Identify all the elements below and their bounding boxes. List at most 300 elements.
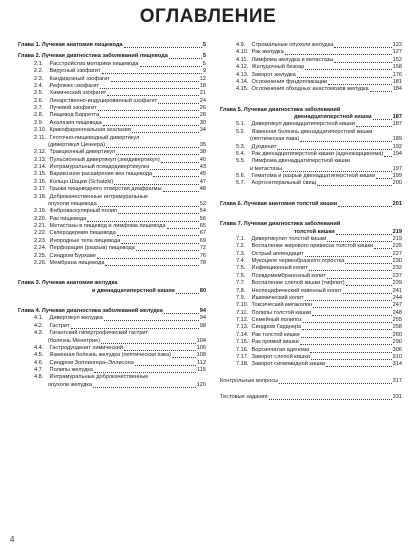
toc-chapter[interactable] — [18, 308, 206, 315]
toc-page-number: 112 — [197, 359, 206, 366]
toc-entry[interactable] — [220, 64, 402, 71]
toc-page-number: 34 — [199, 127, 206, 134]
toc-page-number: 248 — [392, 309, 402, 316]
toc-leader-dots — [283, 171, 392, 172]
toc-leader-dots — [376, 178, 392, 179]
toc-entry-title: 7.3. Острый аппендицит — [236, 250, 304, 257]
toc-leader-dots — [161, 162, 199, 163]
toc-entry[interactable] — [18, 330, 206, 337]
page-title: ОГЛАВЛЕНИЕ — [139, 6, 277, 27]
toc-entry[interactable] — [18, 367, 206, 374]
toc-entry[interactable] — [220, 72, 402, 79]
toc-page-number: 54 — [199, 208, 206, 215]
toc-entry[interactable] — [18, 179, 206, 186]
toc-page-number: 306 — [392, 346, 402, 353]
toc-entry-number: 5.2. — [236, 128, 246, 135]
toc-page-number: 98 — [199, 322, 206, 329]
toc-entry-number: 4.15. — [236, 86, 249, 93]
toc-entry[interactable] — [220, 57, 402, 64]
toc-entry[interactable] — [220, 258, 402, 265]
toc-entry[interactable] — [18, 120, 206, 127]
toc-entry-number: 5.7. — [236, 180, 246, 187]
toc-page-number: 45 — [199, 171, 206, 178]
toc-entry-title: 4.8. Интрамуральные доброкачественные — [34, 374, 149, 381]
toc-entry-title: 2.1. Расстройства моторики пищевода — [34, 60, 139, 67]
toc-entry-number: 7.17. — [236, 353, 249, 360]
toc-page-number: 199 — [392, 173, 402, 179]
toc-page-number: 43 — [199, 164, 206, 170]
toc-entry[interactable] — [18, 345, 206, 352]
toc-spacer — [18, 267, 206, 276]
toc-entry-title: 2.13. Пульсионный дивертикул (эпидивертикул) — [34, 156, 160, 163]
toc-entry-number: 4.3. — [34, 330, 44, 337]
toc-leader-dots — [327, 241, 391, 242]
toc-leader-dots — [97, 258, 199, 259]
toc-entry-title: 4.12. Желудочный безоар — [236, 64, 305, 71]
toc-entry-number: 2.8. — [34, 112, 44, 119]
toc-entry-title: 4.14. Осложнения фундопликации — [236, 78, 328, 85]
toc-entry[interactable] — [220, 361, 402, 368]
toc-entry-title: (болезнь Менетрие) — [48, 337, 101, 344]
toc-entry[interactable] — [220, 339, 402, 346]
toc-leader-dots — [150, 169, 198, 170]
toc-entry[interactable] — [18, 76, 206, 83]
toc-leader-dots — [277, 149, 391, 150]
toc-entry-number: 7.7. — [236, 280, 246, 287]
toc-page-number: 94 — [199, 308, 206, 314]
toc-entry-number: 2.11. — [34, 134, 47, 141]
toc-entry-title: Тестовые задания — [220, 394, 268, 400]
toc-leader-dots — [313, 307, 391, 308]
toc-entry-title: 2.14. Интрамуральный псевдодивертикулез — [34, 164, 150, 170]
toc-entry[interactable] — [18, 149, 206, 156]
toc-entry-number: 7.12. — [236, 317, 249, 323]
toc-page-number: 225 — [392, 243, 402, 250]
toc-entry[interactable] — [220, 42, 402, 49]
toc-chapter[interactable] — [18, 42, 206, 49]
toc-entry[interactable] — [220, 332, 402, 339]
toc-entry-number: 2.12. — [34, 149, 47, 156]
toc-entry-title: 4.13. Заворот желудка — [236, 71, 296, 78]
toc-entry-title: 2.21. Метастазы в пищевод и лимфома пищевода — [34, 223, 166, 229]
toc-entry-title: 2.22. Склеродермия пищевода — [34, 230, 116, 237]
toc-entry-number: 2.22. — [34, 230, 47, 237]
toc-leader-dots — [269, 399, 392, 400]
toc-leader-dots — [104, 320, 199, 321]
toc-entry[interactable] — [18, 164, 206, 171]
toc-entry-title: 4.10. Рак желудка — [236, 49, 284, 56]
toc-entry[interactable] — [220, 79, 402, 86]
toc-page-number: 158 — [392, 64, 402, 71]
toc-spacer — [220, 385, 402, 394]
toc-entry-title: 4.7. Полипы желудка — [34, 367, 94, 373]
toc-entry-title: 5.2. Язвенная болезнь двенадцатиперстной кишки — [236, 128, 373, 135]
toc-page-number: 237 — [392, 272, 402, 279]
toc-leader-dots — [105, 265, 198, 266]
toc-entry-number: 2.5. — [34, 90, 44, 97]
toc-entry-title: Глава 7. Лучевая диагностика заболеваний — [220, 221, 341, 228]
toc-entry-title: 2.18. Доброкачественные интрамуральные — [34, 193, 149, 200]
toc-entry-number: 4.6. — [34, 359, 44, 366]
toc-chapter[interactable] — [18, 53, 206, 60]
toc-entry[interactable] — [18, 216, 206, 223]
toc-page-number: 38 — [199, 149, 206, 156]
toc-page-number: 28 — [199, 112, 206, 119]
toc-entry-title: 4.6. Синдром Золлингера–Эллисона — [34, 359, 134, 366]
toc-leader-dots — [117, 235, 199, 236]
toc-entry-number: 4.1. — [34, 315, 44, 322]
toc-entry[interactable] — [18, 194, 206, 201]
toc-entry-title: и метастазы — [250, 165, 282, 172]
toc-entry[interactable] — [18, 230, 206, 237]
toc-page-number: 80 — [199, 287, 206, 294]
toc-entry[interactable] — [18, 245, 206, 252]
toc-leader-dots — [327, 278, 392, 279]
toc-entry-title: 7.2. Воспаление жирового привеска толстой кишки — [236, 243, 374, 250]
toc-leader-dots — [100, 88, 199, 89]
toc-leader-dots — [163, 191, 199, 192]
toc-entry-title: 2.16. Кольцо Шацки (Schatzki) — [34, 178, 114, 185]
toc-entry[interactable] — [220, 136, 402, 143]
toc-entry-title: 2.25. Синдром Бурхаве — [34, 252, 96, 259]
toc-entry[interactable] — [18, 238, 206, 245]
toc-page-number: 331 — [392, 394, 402, 400]
toc-entry-number: 2.4. — [34, 82, 44, 89]
toc-page-number: 290 — [392, 339, 402, 346]
toc-entry-title: 7.13. Синдром Гарднера — [236, 324, 302, 331]
toc-entry-number: 2.9. — [34, 119, 44, 126]
toc-chapter[interactable] — [220, 107, 402, 114]
toc-leader-dots — [310, 352, 391, 353]
toc-entry-title: 5.4. Рак двенадцатиперстной кишки (аденокарцинома) — [236, 150, 384, 157]
toc-entry[interactable] — [18, 208, 206, 215]
toc-entry[interactable] — [220, 243, 402, 250]
toc-leader-dots — [172, 357, 196, 358]
toc-entry-title: 2.2. Вирусный эзофагит — [34, 68, 101, 75]
toc-entry[interactable] — [220, 158, 402, 165]
toc-leader-dots — [136, 250, 199, 251]
toc-leader-dots — [334, 47, 391, 48]
toc-entry[interactable] — [18, 360, 206, 367]
toc-entry[interactable] — [220, 251, 402, 258]
toc-entry[interactable] — [18, 288, 206, 295]
toc-entry-number: 7.1. — [236, 235, 246, 242]
toc-entry-title: 2.19. Фиброваскулярный полип — [34, 208, 117, 215]
toc-page-number: 239 — [392, 280, 402, 287]
toc-entry-number: 2.23. — [34, 237, 47, 244]
toc-entry-title: и двенадцатиперстной кишки — [92, 287, 175, 294]
toc-leader-dots — [309, 270, 392, 271]
toc-leader-dots — [153, 176, 199, 177]
toc-entry-title: 4.9. Стромальные опухоли желудка — [236, 42, 334, 48]
toc-entry-number: 5.5. — [236, 158, 246, 165]
toc-leader-dots — [301, 337, 392, 338]
toc-entry[interactable] — [18, 61, 206, 68]
toc-page-number: 56 — [199, 215, 206, 222]
toc-entry-title: (пептическая язва) — [250, 136, 300, 143]
toc-entry[interactable] — [220, 180, 402, 187]
toc-leader-dots — [328, 84, 391, 85]
toc-page-number: 247 — [392, 302, 402, 309]
toc-entry-number: 7.16. — [236, 346, 249, 353]
toc-entry-number: 2.10. — [34, 127, 47, 134]
toc-leader-dots — [98, 110, 199, 111]
toc-entry-number: 4.10. — [236, 49, 249, 56]
toc-entry-number: 2.14. — [34, 164, 47, 170]
toc-page-number: 232 — [392, 265, 402, 272]
toc-entry-title: опухоли пищевода — [48, 200, 97, 207]
toc-entry-title: толстой кишки — [294, 228, 335, 235]
toc-entry[interactable] — [18, 135, 206, 142]
toc-entry-title: 7.1. Дивертикулит толстой кишки — [236, 235, 327, 242]
toc-leader-dots — [71, 328, 199, 329]
toc-entry-number: 7.5. — [236, 265, 246, 272]
toc-leader-dots — [114, 184, 199, 185]
toc-entry-title: Контрольные вопросы — [220, 377, 279, 384]
toc-entry-title: 2.20. Рак пищевода — [34, 215, 87, 222]
toc-entry-title: 4.5. Язвенная болезнь желудка (пептическая язва) — [34, 352, 171, 359]
toc-entry-number: 2.1. — [34, 60, 44, 67]
toc-spacer — [220, 94, 402, 103]
toc-leader-dots — [338, 206, 391, 207]
toc-entry[interactable] — [220, 317, 402, 324]
toc-entry-title: 2.6. Лекарственно-индуцированный эзофагит — [34, 97, 158, 104]
toc-entry-number: 2.26. — [34, 259, 47, 266]
toc-entry[interactable] — [220, 347, 402, 354]
toc-entry-title: 2.7. Лучевой эзофагит — [34, 105, 97, 111]
toc-entry[interactable] — [18, 315, 206, 322]
toc-entry-number: 7.15. — [236, 339, 249, 346]
toc-entry-number: 2.21. — [34, 223, 47, 229]
toc-leader-dots — [370, 91, 392, 92]
toc-leader-dots — [297, 77, 392, 78]
toc-leader-dots — [94, 372, 196, 373]
toc-entry[interactable] — [18, 338, 206, 345]
toc-leader-dots — [103, 125, 199, 126]
toc-leader-dots — [118, 213, 199, 214]
toc-entry[interactable] — [18, 253, 206, 260]
toc-entry-title: опухоли желудка — [48, 381, 93, 388]
toc-entry-number: 7.14. — [236, 331, 249, 338]
toc-entry[interactable] — [18, 382, 206, 389]
toc-page-number: 230 — [392, 258, 402, 264]
toc-entry[interactable] — [220, 280, 402, 287]
toc-entry[interactable] — [220, 265, 402, 272]
toc-entry[interactable] — [220, 310, 402, 317]
toc-entry-title: 2.24. Перфорация (разрыв) пищевода — [34, 245, 135, 252]
toc-entry[interactable] — [18, 171, 206, 178]
toc-entry-number: 7.6. — [236, 272, 246, 279]
toc-entry[interactable] — [220, 49, 402, 56]
toc-leader-dots — [305, 300, 392, 301]
toc-entry-number: 5.6. — [236, 173, 246, 179]
toc-entry[interactable] — [220, 86, 402, 93]
toc-leader-dots — [102, 73, 202, 74]
toc-entry-title: 4.2. Гастрит — [34, 322, 70, 329]
toc-entry-title: 2.23. Инородные тела пищевода — [34, 237, 121, 244]
toc-entry[interactable] — [18, 127, 206, 134]
toc-entry-title: 4.3. Гигантский гипертрофический гастрит — [34, 330, 149, 337]
toc-entry-number: 4.8. — [34, 374, 44, 381]
toc-leader-dots — [116, 154, 199, 155]
toc-entry[interactable] — [18, 90, 206, 97]
toc-entry-title: 7.16. Ворсинчатая аденома — [236, 346, 310, 353]
toc-entry[interactable] — [220, 324, 402, 331]
toc-entry-title: Глава 1. Лучевая анатомия пищевода — [18, 42, 123, 48]
toc-leader-dots — [106, 147, 199, 148]
toc-entry-number: 7.11. — [236, 309, 249, 316]
toc-entry-number: 2.19. — [34, 208, 47, 215]
toc-entry-title: Глава 6. Лучевая анатомия толстой кишки — [220, 200, 338, 207]
toc-entry-title: 7.7. Воспаление слепой кишки (тифлит) — [236, 280, 345, 287]
toc-entry-title: 7.4. Мукоцеле червеобразного отростка — [236, 258, 345, 264]
toc-entry[interactable] — [18, 98, 206, 105]
toc-entry-title: 7.14. Рак толстой кишки — [236, 331, 300, 338]
toc-page-number: 122 — [392, 42, 402, 48]
toc-entry-title: 2.10. Крикофарингеальная ахалазия — [34, 127, 131, 134]
toc-leader-dots — [135, 365, 196, 366]
toc-entry-title: Глава 5. Лучевая диагностика заболеваний — [220, 106, 341, 113]
toc-right-column — [220, 42, 402, 401]
toc-leader-dots — [158, 103, 199, 104]
toc-entry[interactable] — [220, 166, 402, 173]
toc-page-number: 72 — [199, 245, 206, 252]
toc-entry-number: 7.3. — [236, 250, 246, 257]
toc-entry-number: 2.20. — [34, 215, 47, 222]
toc-entry[interactable] — [220, 378, 402, 385]
toc-left-column — [18, 42, 206, 389]
toc-entry-number: 7.9. — [236, 294, 246, 301]
toc-entry-title: 5.6. Гематома и разрыв двенадцатиперстной кишки — [236, 173, 376, 179]
page-number: 4 — [10, 535, 15, 544]
toc-entry-title: 7.10. Токсический мегаколон — [236, 302, 313, 309]
toc-leader-dots — [124, 47, 202, 48]
toc-entry-number: 7.4. — [236, 258, 246, 264]
toc-entry-number: 2.15. — [34, 171, 47, 178]
toc-entry[interactable] — [220, 144, 402, 151]
toc-entry-title: 5.3. Дуоденит — [236, 143, 277, 150]
toc-chapter[interactable] — [220, 221, 402, 228]
toc-entry-number: 4.13. — [236, 71, 249, 78]
toc-leader-dots — [346, 285, 392, 286]
toc-entry-title: 2.3. Кандидозный эзофагит — [34, 75, 110, 82]
toc-page-number: 192 — [392, 143, 402, 150]
toc-leader-dots — [169, 58, 202, 59]
toc-entry-title: Глава 4. Лучевая диагностика заболеваний желудка — [18, 308, 163, 314]
toc-entry[interactable] — [18, 374, 206, 381]
toc-leader-dots — [384, 156, 391, 157]
toc-leader-dots — [101, 343, 196, 344]
toc-entry[interactable] — [220, 288, 402, 295]
toc-leader-dots — [317, 185, 391, 186]
toc-page-number: 5 — [202, 53, 206, 60]
toc-entry[interactable] — [220, 229, 402, 236]
toc-leader-dots — [305, 256, 392, 257]
toc-entry[interactable] — [220, 129, 402, 136]
toc-entry-title: 7.12. Семейный полипоз — [236, 317, 302, 323]
toc-entry[interactable] — [220, 121, 402, 128]
toc-page-number: 9 — [202, 68, 206, 75]
toc-page-number: 30 — [199, 119, 206, 126]
toc-leader-dots — [100, 117, 199, 118]
toc-entry-number: 4.7. — [34, 367, 44, 373]
toc-page-number: 244 — [392, 294, 402, 301]
toc-page-number: 317 — [392, 377, 402, 384]
toc-entry[interactable] — [18, 352, 206, 359]
toc-entry-title: 4.4. Гастродуоденит химический — [34, 344, 123, 351]
toc-leader-dots — [334, 62, 391, 63]
toc-entry-title: 5.1. Дивертикул двенадцатиперстной кишки — [236, 121, 355, 128]
toc-leader-dots — [93, 387, 196, 388]
toc-entry[interactable] — [18, 83, 206, 90]
toc-page-number: 227 — [392, 250, 402, 257]
toc-entry-title: 5.5. Лимфома двенадцатиперстной кишки — [236, 158, 351, 165]
toc-page-number: 194 — [392, 150, 402, 157]
toc-page-number: 67 — [199, 230, 206, 237]
toc-spacer — [220, 369, 402, 378]
toc-page-number: 120 — [196, 381, 206, 388]
toc-entry[interactable] — [18, 260, 206, 267]
toc-entry-number: 4.14. — [236, 78, 249, 85]
toc-leader-dots — [336, 234, 392, 235]
toc-entry-title: 2.9. Ахалазия пищевода — [34, 119, 102, 126]
toc-page-number: 314 — [392, 361, 402, 368]
toc-leader-dots — [176, 293, 199, 294]
toc-page-number: 47 — [199, 178, 206, 185]
toc-page-number: 181 — [392, 78, 402, 85]
toc-entry[interactable] — [18, 157, 206, 164]
toc-entry-title: 7.8. Неспецифический язвенный колит — [236, 287, 342, 294]
toc-page-number: 76 — [199, 252, 206, 259]
toc-entry-number: 7.8. — [236, 287, 246, 294]
toc-entry[interactable] — [18, 223, 206, 230]
toc-chapter[interactable] — [220, 201, 402, 208]
toc-entry[interactable] — [18, 105, 206, 112]
toc-leader-dots — [98, 206, 199, 207]
toc-chapter[interactable] — [18, 280, 206, 287]
toc-leader-dots — [343, 293, 392, 294]
toc-leader-dots — [373, 119, 392, 120]
toc-entry-number: 2.16. — [34, 178, 47, 185]
toc-page-number: 104 — [196, 337, 206, 344]
toc-entry-title: 2.26. Мембрана пищевода — [34, 259, 105, 266]
toc-leader-dots — [312, 315, 392, 316]
toc-entry-title: 2.17. Грыжа пищеводного отверстия диафрагмы — [34, 186, 162, 193]
toc-page-number: 69 — [199, 237, 206, 244]
toc-entry-number: 4.9. — [236, 42, 246, 48]
toc-entry[interactable] — [18, 112, 206, 119]
toc-spacer — [220, 208, 402, 217]
toc-spacer — [220, 188, 402, 197]
toc-entry-title: 7.6. Псевдомембранозный колит — [236, 272, 326, 279]
toc-entry[interactable] — [18, 68, 206, 75]
toc-entry-number: 2.18. — [34, 193, 47, 200]
toc-entry[interactable] — [18, 186, 206, 193]
toc-page-number: 241 — [392, 287, 402, 294]
toc-entry-title: 2.5. Химический эзофагит — [34, 90, 107, 97]
toc-entry-title: двенадцатиперстной кишки — [294, 114, 372, 120]
toc-entry[interactable] — [220, 302, 402, 309]
toc-leader-dots — [356, 126, 392, 127]
toc-entry-number: 2.25. — [34, 252, 47, 259]
toc-entry[interactable] — [220, 394, 402, 401]
toc-page-number: 18 — [199, 82, 206, 89]
toc-entry-number: 7.10. — [236, 302, 249, 309]
toc-leader-dots — [285, 54, 392, 55]
toc-entry-number: 2.2. — [34, 68, 44, 75]
toc-leader-dots — [345, 263, 391, 264]
toc-entry-number: 7.2. — [236, 243, 246, 250]
